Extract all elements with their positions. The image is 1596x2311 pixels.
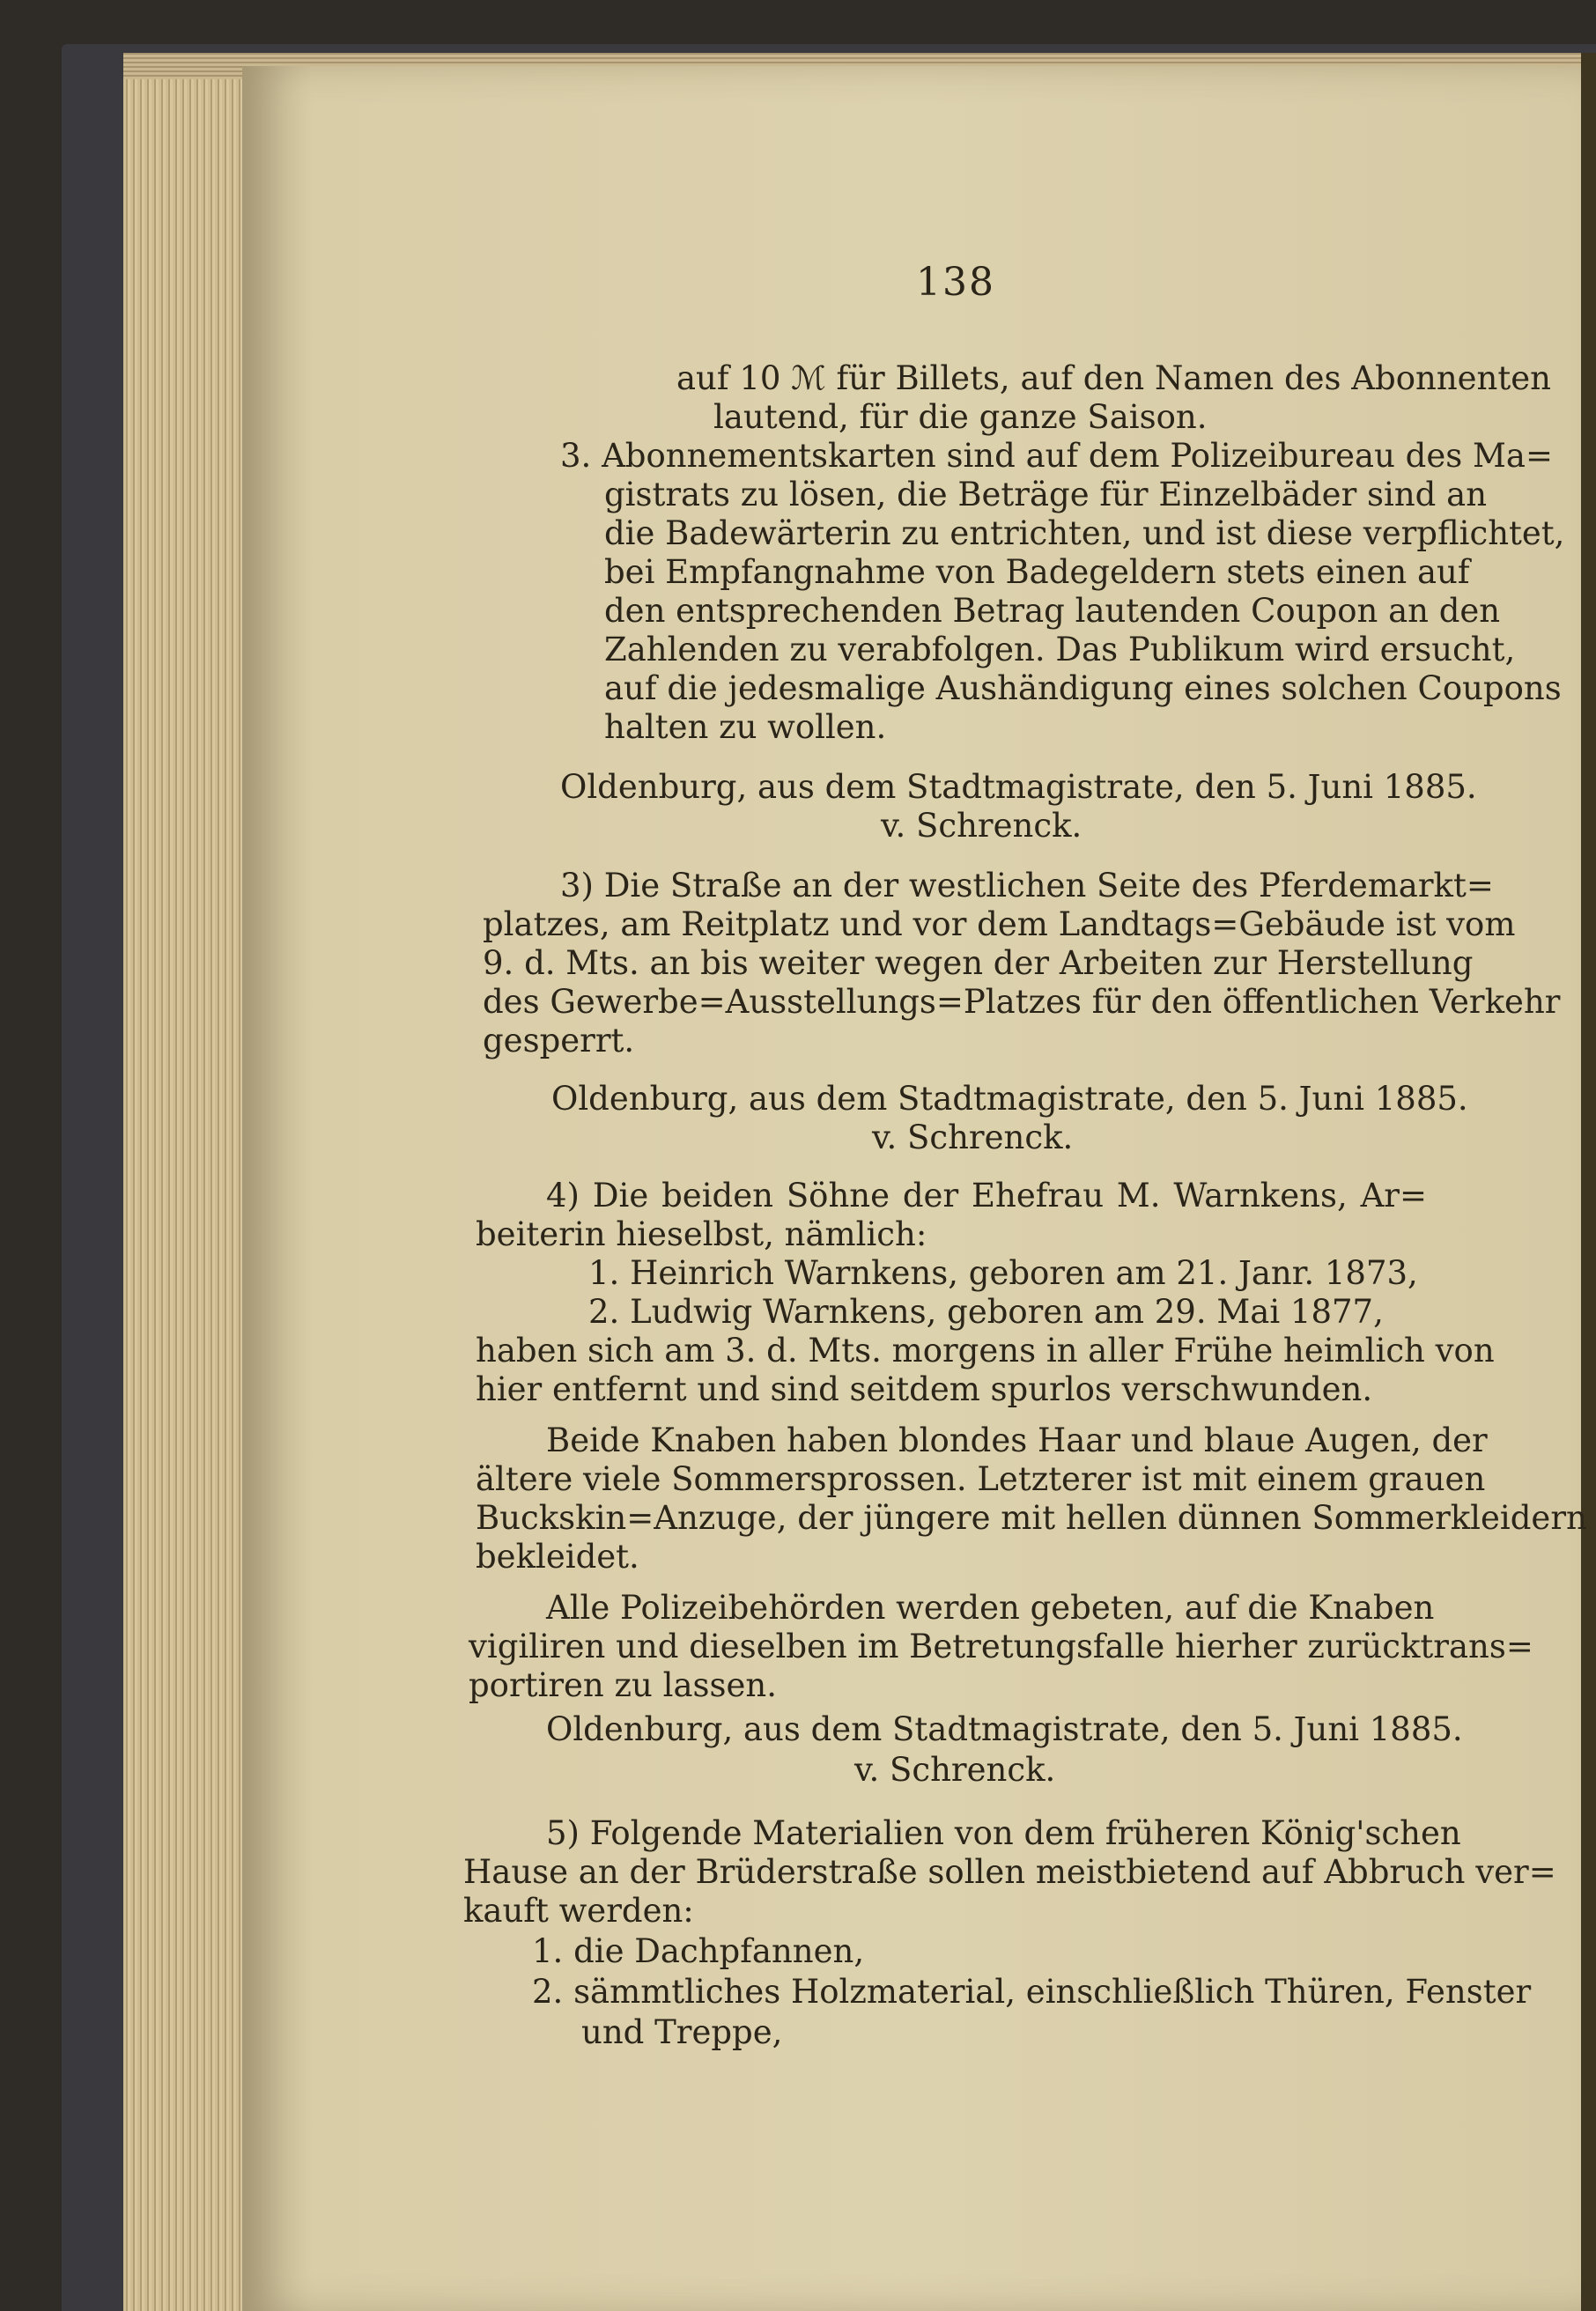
text-line: gesperrt.: [483, 1022, 635, 1060]
signature-place-date: Oldenburg, aus dem Stadtmagistrate, den 5. Juni 1885.: [560, 768, 1477, 806]
text-line: Zahlenden zu verabfolgen. Das Publikum wird ersucht,: [604, 631, 1516, 668]
text-line: 3. Abonnementskarten sind auf dem Polizeibureau des Ma=: [560, 437, 1553, 475]
signature-name: v. Schrenck.: [872, 1119, 1074, 1156]
list-item: 1. die Dachpfannen,: [532, 1932, 865, 1970]
text-line: bei Empfangnahme von Badegeldern stets einen auf: [604, 553, 1470, 591]
text-line: beiterin hieselbst, nämlich:: [476, 1215, 927, 1253]
text-line: Beide Knaben haben blondes Haar und blaue Augen, der: [546, 1421, 1488, 1459]
text-line: halten zu wollen.: [604, 708, 887, 746]
text-line: kauft werden:: [463, 1892, 694, 1930]
text-line: Buckskin=Anzuge, der jüngere mit hellen dünnen Sommerkleidern: [476, 1499, 1587, 1537]
text-line: 5) Folgende Materialien von dem früheren König'schen: [546, 1814, 1461, 1852]
text-line: Hause an der Brüderstraße sollen meistbietend auf Abbruch ver=: [463, 1853, 1556, 1891]
signature-name: v. Schrenck.: [881, 807, 1082, 845]
text-line: die Badewärterin zu entrichten, und ist diese verpflichtet,: [604, 514, 1565, 552]
page-number: 138: [916, 260, 995, 305]
list-item: 1. Heinrich Warnkens, geboren am 21. Janr. 1873,: [588, 1254, 1418, 1292]
signature-place-date: Oldenburg, aus dem Stadtmagistrate, den 5. Juni 1885.: [546, 1710, 1463, 1748]
text-line: bekleidet.: [476, 1538, 639, 1576]
signature-name: v. Schrenck.: [854, 1751, 1056, 1789]
text-line: auf die jedesmalige Aushändigung eines solchen Coupons: [604, 669, 1562, 707]
text-line: 9. d. Mts. an bis weiter wegen der Arbeiten zur Herstellung: [483, 944, 1474, 982]
text-line: haben sich am 3. d. Mts. morgens in aller Frühe heimlich von: [476, 1332, 1495, 1370]
text-line: des Gewerbe=Ausstellungs=Platzes für den öffentlichen Verkehr: [483, 983, 1561, 1021]
list-item: und Treppe,: [581, 2013, 783, 2051]
text-line: gistrats zu lösen, die Beträge für Einzelbäder sind an: [604, 476, 1488, 513]
text-line: portiren zu lassen.: [469, 1666, 777, 1704]
text-line: Alle Polizeibehörden werden gebeten, auf die Knaben: [546, 1589, 1435, 1627]
text-line: auf 10 ℳ für Billets, auf den Namen des Abonnenten: [676, 359, 1551, 397]
text-line: hier entfernt und sind seitdem spurlos verschwunden.: [476, 1370, 1373, 1408]
list-item: 2. Ludwig Warnkens, geboren am 29. Mai 1877,: [588, 1293, 1384, 1331]
text-line: vigiliren und dieselben im Betretungsfalle hierher zurücktrans=: [469, 1628, 1533, 1665]
text-line: ältere viele Sommersprossen. Letzterer ist mit einem grauen: [476, 1460, 1486, 1498]
text-line: 4) Die beiden Söhne der Ehefrau M. Warnkens, Ar=: [546, 1177, 1427, 1215]
list-item: 2. sämmtliches Holzmaterial, einschließlich Thüren, Fenster: [532, 1973, 1532, 2011]
text-line: platzes, am Reitplatz und vor dem Landtags=Gebäude ist vom: [483, 905, 1516, 943]
text-line: lautend, für die ganze Saison.: [713, 398, 1208, 436]
signature-place-date: Oldenburg, aus dem Stadtmagistrate, den 5. Juni 1885.: [551, 1080, 1468, 1118]
text-line: 3) Die Straße an der westlichen Seite des Pferdemarkt=: [560, 867, 1494, 904]
text-line: den entsprechenden Betrag lautenden Coupon an den: [604, 592, 1501, 630]
